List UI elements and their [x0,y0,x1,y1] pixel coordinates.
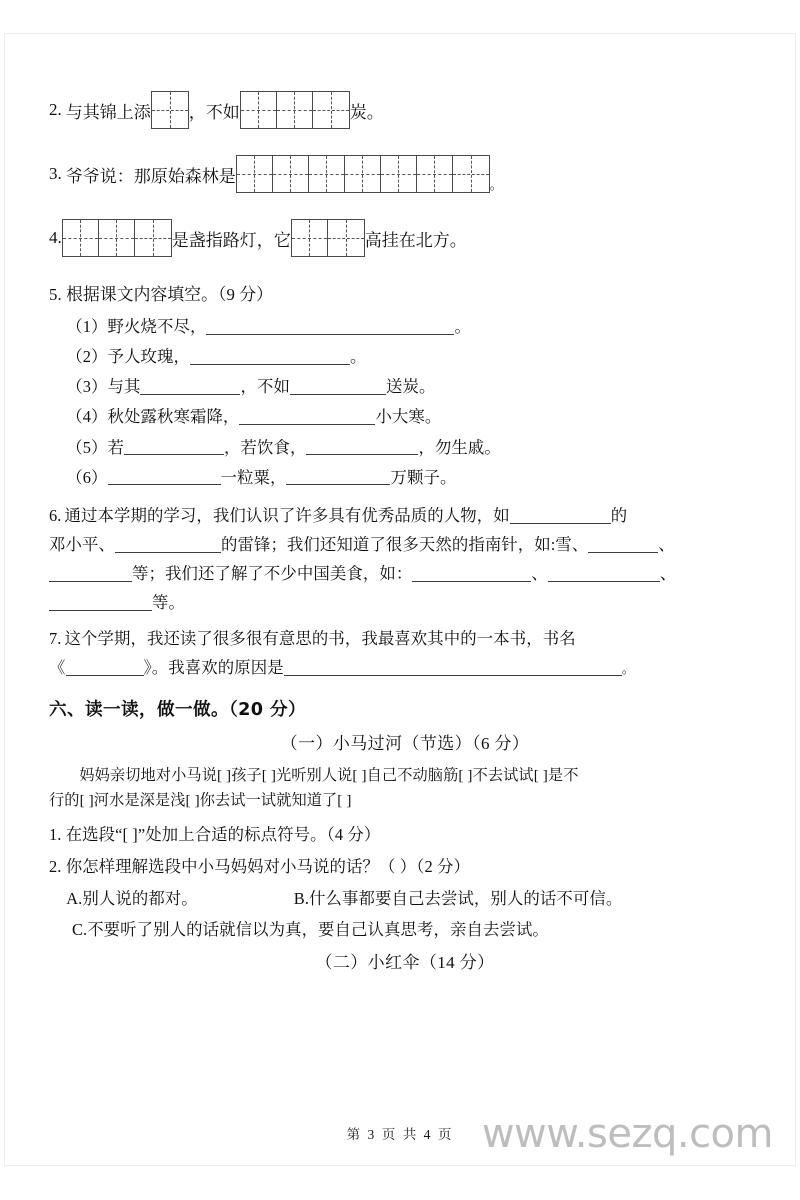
answer-blank[interactable] [140,377,240,395]
item-text: 野火烧不尽， [107,316,207,336]
grid-cell[interactable] [63,220,99,256]
answer-blank[interactable] [239,407,375,425]
option-c-text[interactable]: 不要听了别人的话就信以为真，要自己认真思考，亲自去尝试。 [87,919,549,939]
answer-blank[interactable] [286,468,390,486]
question-6-line-1 [49,506,761,524]
answer-blank[interactable] [510,506,611,524]
q6-text: 等。 [152,593,185,613]
item-text: 予人玫瑰， [107,346,190,366]
question-2-number: 2. [49,100,62,119]
exam-page-sheet [4,33,796,1166]
grid-cell[interactable] [99,220,135,256]
question-6-line-2 [49,535,761,553]
passage-line-2: 行的[ ]河水是深是浅[ ]你去试一试就知道了[ ] [49,791,352,809]
option-a-text[interactable]: 别人说的都对。 [82,889,198,909]
question-4-grid-2[interactable] [291,219,365,257]
question-7-number: 7. [49,628,62,648]
q7-bracket-open: 《 [49,657,66,677]
item-text-end: 小大寒。 [375,407,442,427]
grid-cell[interactable] [313,92,349,128]
question-5-item-1 [49,317,761,335]
q6-text: 等；我们还了解了不少中国美食，如： [132,564,413,584]
grid-cell[interactable] [381,156,417,192]
answer-blank[interactable] [290,377,386,395]
question-5-item-3 [49,377,761,395]
question-4-grid-1[interactable] [62,219,172,257]
q7-text-mid: 》。我喜欢的原因是 [143,657,284,677]
question-5-item-6 [49,468,761,486]
answer-blank[interactable] [49,564,132,582]
answer-blank[interactable] [548,564,660,582]
question-6-line-4 [49,593,761,611]
question-3-text-2: 。 [489,177,503,192]
question-4-text-3: 高挂在北方。 [364,230,467,250]
grid-cell[interactable] [453,156,489,192]
site-watermark: www.sezq.com [481,1111,773,1157]
reading-1-option-c-row [49,919,761,939]
item-text-mid: ，不如 [240,376,290,396]
question-5-stem: 5. 根据课文内容填空。（9 分） [49,285,274,304]
section-6-title: 六、读一读，做一做。 [49,700,229,721]
grid-cell[interactable] [273,156,309,192]
grid-cell[interactable] [152,92,188,128]
section-6-points: （20 分） [228,700,306,721]
question-7-line-2 [49,658,761,676]
item-text-end: ，勿生戚。 [418,437,501,457]
item-label: （1） [66,316,108,336]
question-4-row [49,219,761,257]
q6-text: 的 [610,505,628,525]
item-label: （5） [66,437,108,457]
q7-text: 这个学期，我还读了很多很有意思的书，我最喜欢其中的一本书，书名 [64,628,576,648]
section-6-heading [49,696,761,721]
answer-blank[interactable] [306,438,418,456]
q7-text-end: 。 [621,660,635,676]
question-5-item-4 [49,407,761,425]
grid-cell[interactable] [135,220,171,256]
grid-cell[interactable] [237,156,273,192]
question-4-number: 4. [49,228,62,247]
grid-cell[interactable] [292,220,328,256]
question-6-line-3 [49,564,761,582]
answer-blank[interactable] [190,347,350,365]
item-text: 秋处露秋寒霜降， [107,407,240,427]
question-2-grid-1[interactable] [151,91,189,129]
reading-1-title: （一）小马过河（节选）（6 分） [280,734,530,754]
q6-text: 邓小平、 [49,534,115,554]
item-text-mid: ，若饮食， [224,437,307,457]
item-label: （2） [66,346,108,366]
item-text-end: 万颗子。 [390,467,457,487]
question-4-text-2: 是盏指路灯，它 [171,230,291,250]
question-2-text-1: 与其锦上添 [65,102,151,122]
item-label: （4） [66,407,108,427]
answer-blank[interactable] [124,438,224,456]
reading-1-question-1: 1. 在选段“[ ]”处加上合适的标点符号。（4 分） [49,824,381,844]
grid-cell[interactable] [309,156,345,192]
grid-cell[interactable] [345,156,381,192]
question-2-row [49,91,761,129]
option-b-key: B. [293,889,310,909]
question-3-grid-1[interactable] [236,155,490,193]
passage-line-1: 妈妈亲切地对小马说[ ]孩子[ ]光听别人说[ ]自己不动脑筋[ ]不去试试[ ]是不 [79,767,579,785]
answer-blank[interactable] [206,317,454,335]
option-b-text[interactable]: 什么事都要自己去尝试，别人的话不可信。 [309,889,623,909]
answer-blank[interactable] [588,535,658,553]
question-7-line-1 [49,628,761,648]
item-text-end: 。 [349,346,367,366]
page-footer: 第 3 页 共 4 页 [346,1127,454,1142]
question-2-text-3: 炭。 [349,102,384,122]
question-6-number: 6. [49,505,62,525]
question-3-number: 3. [49,164,62,183]
grid-cell[interactable] [277,92,313,128]
grid-cell[interactable] [417,156,453,192]
item-text: 若 [107,437,124,457]
question-5-item-2 [49,347,761,365]
q6-text: 通过本学期的学习，我们认识了许多具有优秀品质的人物，如 [64,505,510,525]
item-text-end: 。 [454,316,471,336]
answer-blank[interactable] [412,564,531,582]
q6-text: 的雷锋；我们还知道了很多天然的指南针，如:雪、 [220,534,589,554]
reading-1-question-2: 2. 你怎样理解选段中小马妈妈对小马说的话？（ ）（2 分） [49,856,470,876]
reading-1-options-row [49,891,761,907]
reason-blank[interactable] [284,658,622,676]
question-2-text-2: ，不如 [188,102,240,122]
answer-blank[interactable] [49,593,152,611]
book-title-blank[interactable] [66,658,144,676]
question-2-grid-2[interactable] [240,91,350,129]
q6-text: 、 [531,564,548,584]
item-label: （3） [66,376,108,396]
item-label: （6） [66,467,108,487]
option-a-key: A. [66,889,83,909]
option-c-key: C. [71,919,88,939]
answer-blank[interactable] [108,468,221,486]
reading-1-passage [49,764,761,813]
q6-text: 、 [659,564,677,584]
q6-text: 、 [658,534,675,554]
item-text: 与其 [107,376,141,396]
reading-2-title: （二）小红伞（14 分） [315,953,495,973]
page-content [49,89,761,971]
question-5-item-5 [49,438,761,456]
item-text-mid: 一粒粟， [220,467,287,487]
grid-cell[interactable] [328,220,364,256]
question-3-text-1: 爷爷说：那原始森林是 [65,166,236,186]
question-3-row [49,155,761,193]
item-text-end: 送炭。 [385,376,436,396]
answer-blank[interactable] [115,535,221,553]
grid-cell[interactable] [241,92,277,128]
